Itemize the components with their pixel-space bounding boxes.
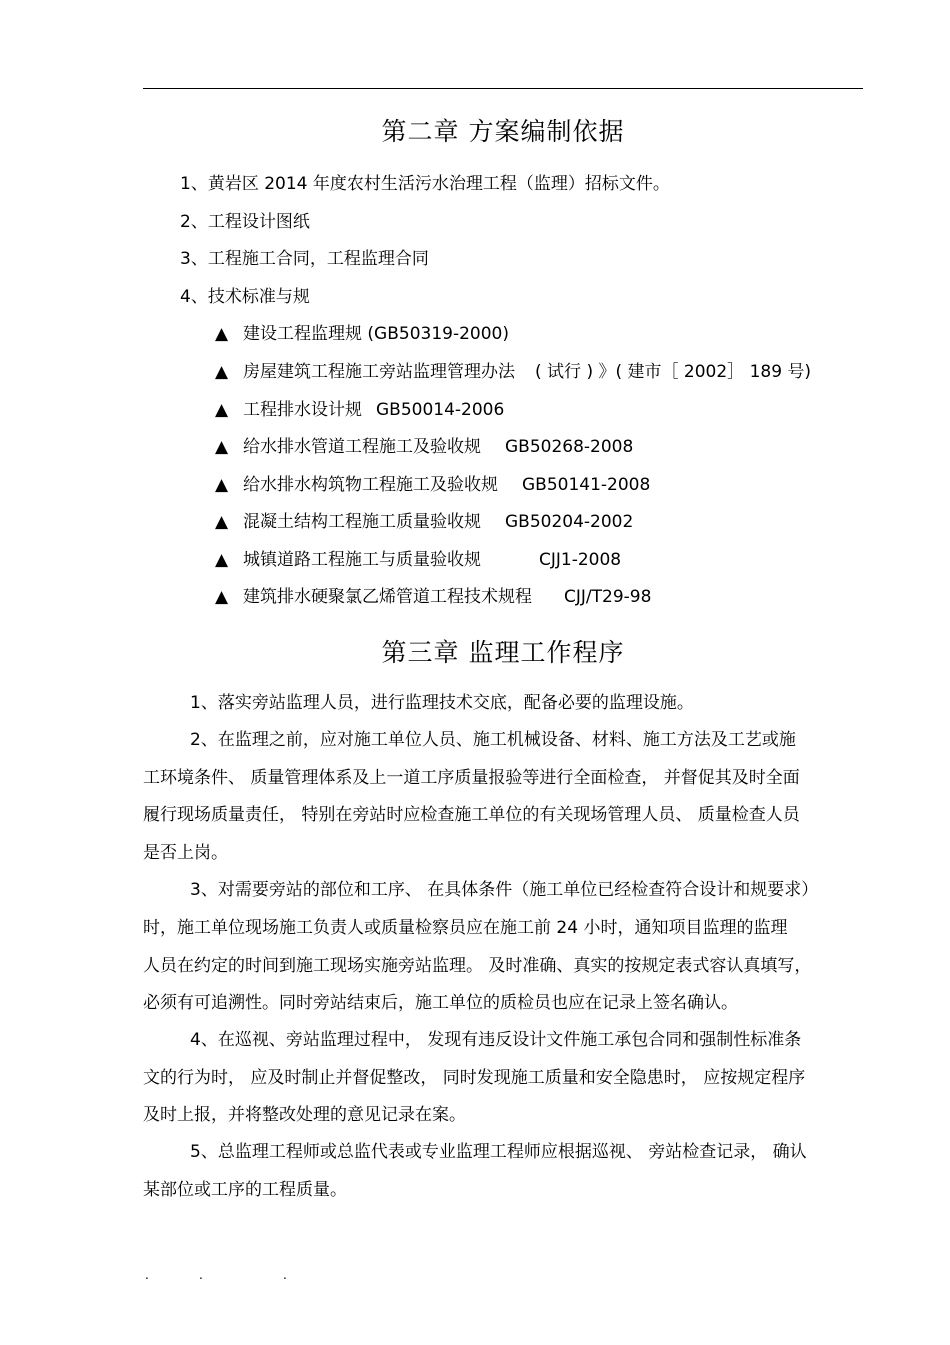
standard-code: GB50014-2006 bbox=[376, 400, 505, 420]
procedure-line: 2、在监理之前，应对施工单位人员、施工机械设备、材料、施工方法及工艺或施 bbox=[190, 730, 796, 750]
top-rule bbox=[143, 88, 863, 89]
procedure-line: 履行现场质量责任， 特别在旁站时应检查施工单位的有关现场管理人员、 质量检查人员 bbox=[143, 805, 800, 825]
triangle-bullet-icon: ▲ bbox=[215, 437, 229, 457]
procedure-line: 1、落实旁站监理人员，进行监理技术交底，配备必要的监理设施。 bbox=[190, 693, 694, 713]
standard-item bbox=[215, 399, 504, 421]
procedure-line: 5、总监理工程师或总监代表或专业监理工程师应根据巡视、 旁站检查记录， 确认 bbox=[190, 1142, 807, 1162]
standard-name: 房屋建筑工程施工旁站监理管理办法 bbox=[243, 362, 515, 382]
basis-item-2: 2、工程设计图纸 bbox=[180, 212, 310, 232]
procedure-line: 3、对需要旁站的部位和工序、 在具体条件（施工单位已经检查符合设计和规要求） bbox=[190, 880, 819, 900]
triangle-bullet-icon: ▲ bbox=[215, 324, 229, 344]
chapter-2-title: 第二章 方案编制依据 bbox=[381, 117, 625, 146]
procedure-line: 4、在巡视、旁站监理过程中， 发现有违反设计文件施工承包合同和强制性标准条 bbox=[190, 1030, 802, 1050]
footer-dot: . bbox=[283, 1268, 287, 1282]
standard-code: GB50268-2008 bbox=[505, 437, 634, 457]
standard-item bbox=[215, 586, 651, 608]
standard-name: 给水排水构筑物工程施工及验收规 bbox=[243, 475, 498, 495]
procedure-line: 时，施工单位现场施工负责人或质量检察员应在施工前 24 小时，通知项目监理的监理 bbox=[143, 918, 788, 938]
standard-code: GB50141-2008 bbox=[522, 475, 651, 495]
basis-item-1: 1、黄岩区 2014 年度农村生活污水治理工程（监理）招标文件。 bbox=[180, 174, 670, 194]
standard-code: CJJ1-2008 bbox=[539, 550, 622, 570]
standard-item bbox=[215, 436, 633, 458]
standard-item bbox=[215, 549, 621, 571]
standard-name: 给水排水管道工程施工及验收规 bbox=[243, 437, 481, 457]
procedure-line: 人员在约定的时间到施工现场实施旁站监理。 及时准确、真实的按规定表式容认真填写， bbox=[143, 956, 812, 976]
procedure-line: 某部位或工序的工程质量。 bbox=[143, 1180, 347, 1200]
basis-item-4: 4、技术标准与规 bbox=[180, 287, 310, 307]
procedure-line: 是否上岗。 bbox=[143, 843, 228, 863]
standard-name: 混凝土结构工程施工质量验收规 bbox=[243, 512, 481, 532]
standard-name: 建筑排水硬聚氯乙烯管道工程技术规程 bbox=[243, 587, 532, 607]
standard-code: GB50204-2002 bbox=[505, 512, 634, 532]
standard-name: 城镇道路工程施工与质量验收规 bbox=[243, 550, 481, 570]
chapter-3-title: 第三章 监理工作程序 bbox=[381, 638, 625, 667]
standard-item bbox=[215, 323, 509, 345]
basis-item-3: 3、工程施工合同，工程监理合同 bbox=[180, 249, 429, 269]
triangle-bullet-icon: ▲ bbox=[215, 587, 229, 607]
triangle-bullet-icon: ▲ bbox=[215, 362, 229, 382]
standard-name: 建设工程监理规 (GB50319-2000) bbox=[243, 324, 509, 344]
procedure-line: 及时上报，并将整改处理的意见记录在案。 bbox=[143, 1105, 466, 1125]
procedure-line: 必须有可追溯性。同时旁站结束后，施工单位的质检员也应在记录上签名确认。 bbox=[143, 993, 738, 1013]
standard-code: ( 试行 ) 》( 建市［ 2002］ 189 号) bbox=[535, 362, 812, 382]
standard-item bbox=[215, 361, 811, 383]
procedure-line: 工环境条件、 质量管理体系及上一道工序质量报验等进行全面检查， 并督促其及时全面 bbox=[143, 768, 800, 788]
triangle-bullet-icon: ▲ bbox=[215, 512, 229, 532]
footer-dot: . bbox=[199, 1268, 203, 1282]
triangle-bullet-icon: ▲ bbox=[215, 475, 229, 495]
footer-dot: . bbox=[145, 1268, 149, 1282]
standard-code: CJJ/T29-98 bbox=[564, 587, 652, 607]
procedure-line: 文的行为时， 应及时制止并督促整改， 同时发现施工质量和安全隐患时， 应按规定程序 bbox=[143, 1068, 806, 1088]
triangle-bullet-icon: ▲ bbox=[215, 550, 229, 570]
standard-name: 工程排水设计规 bbox=[243, 400, 362, 420]
standard-item bbox=[215, 474, 650, 496]
triangle-bullet-icon: ▲ bbox=[215, 400, 229, 420]
standard-item bbox=[215, 511, 633, 533]
